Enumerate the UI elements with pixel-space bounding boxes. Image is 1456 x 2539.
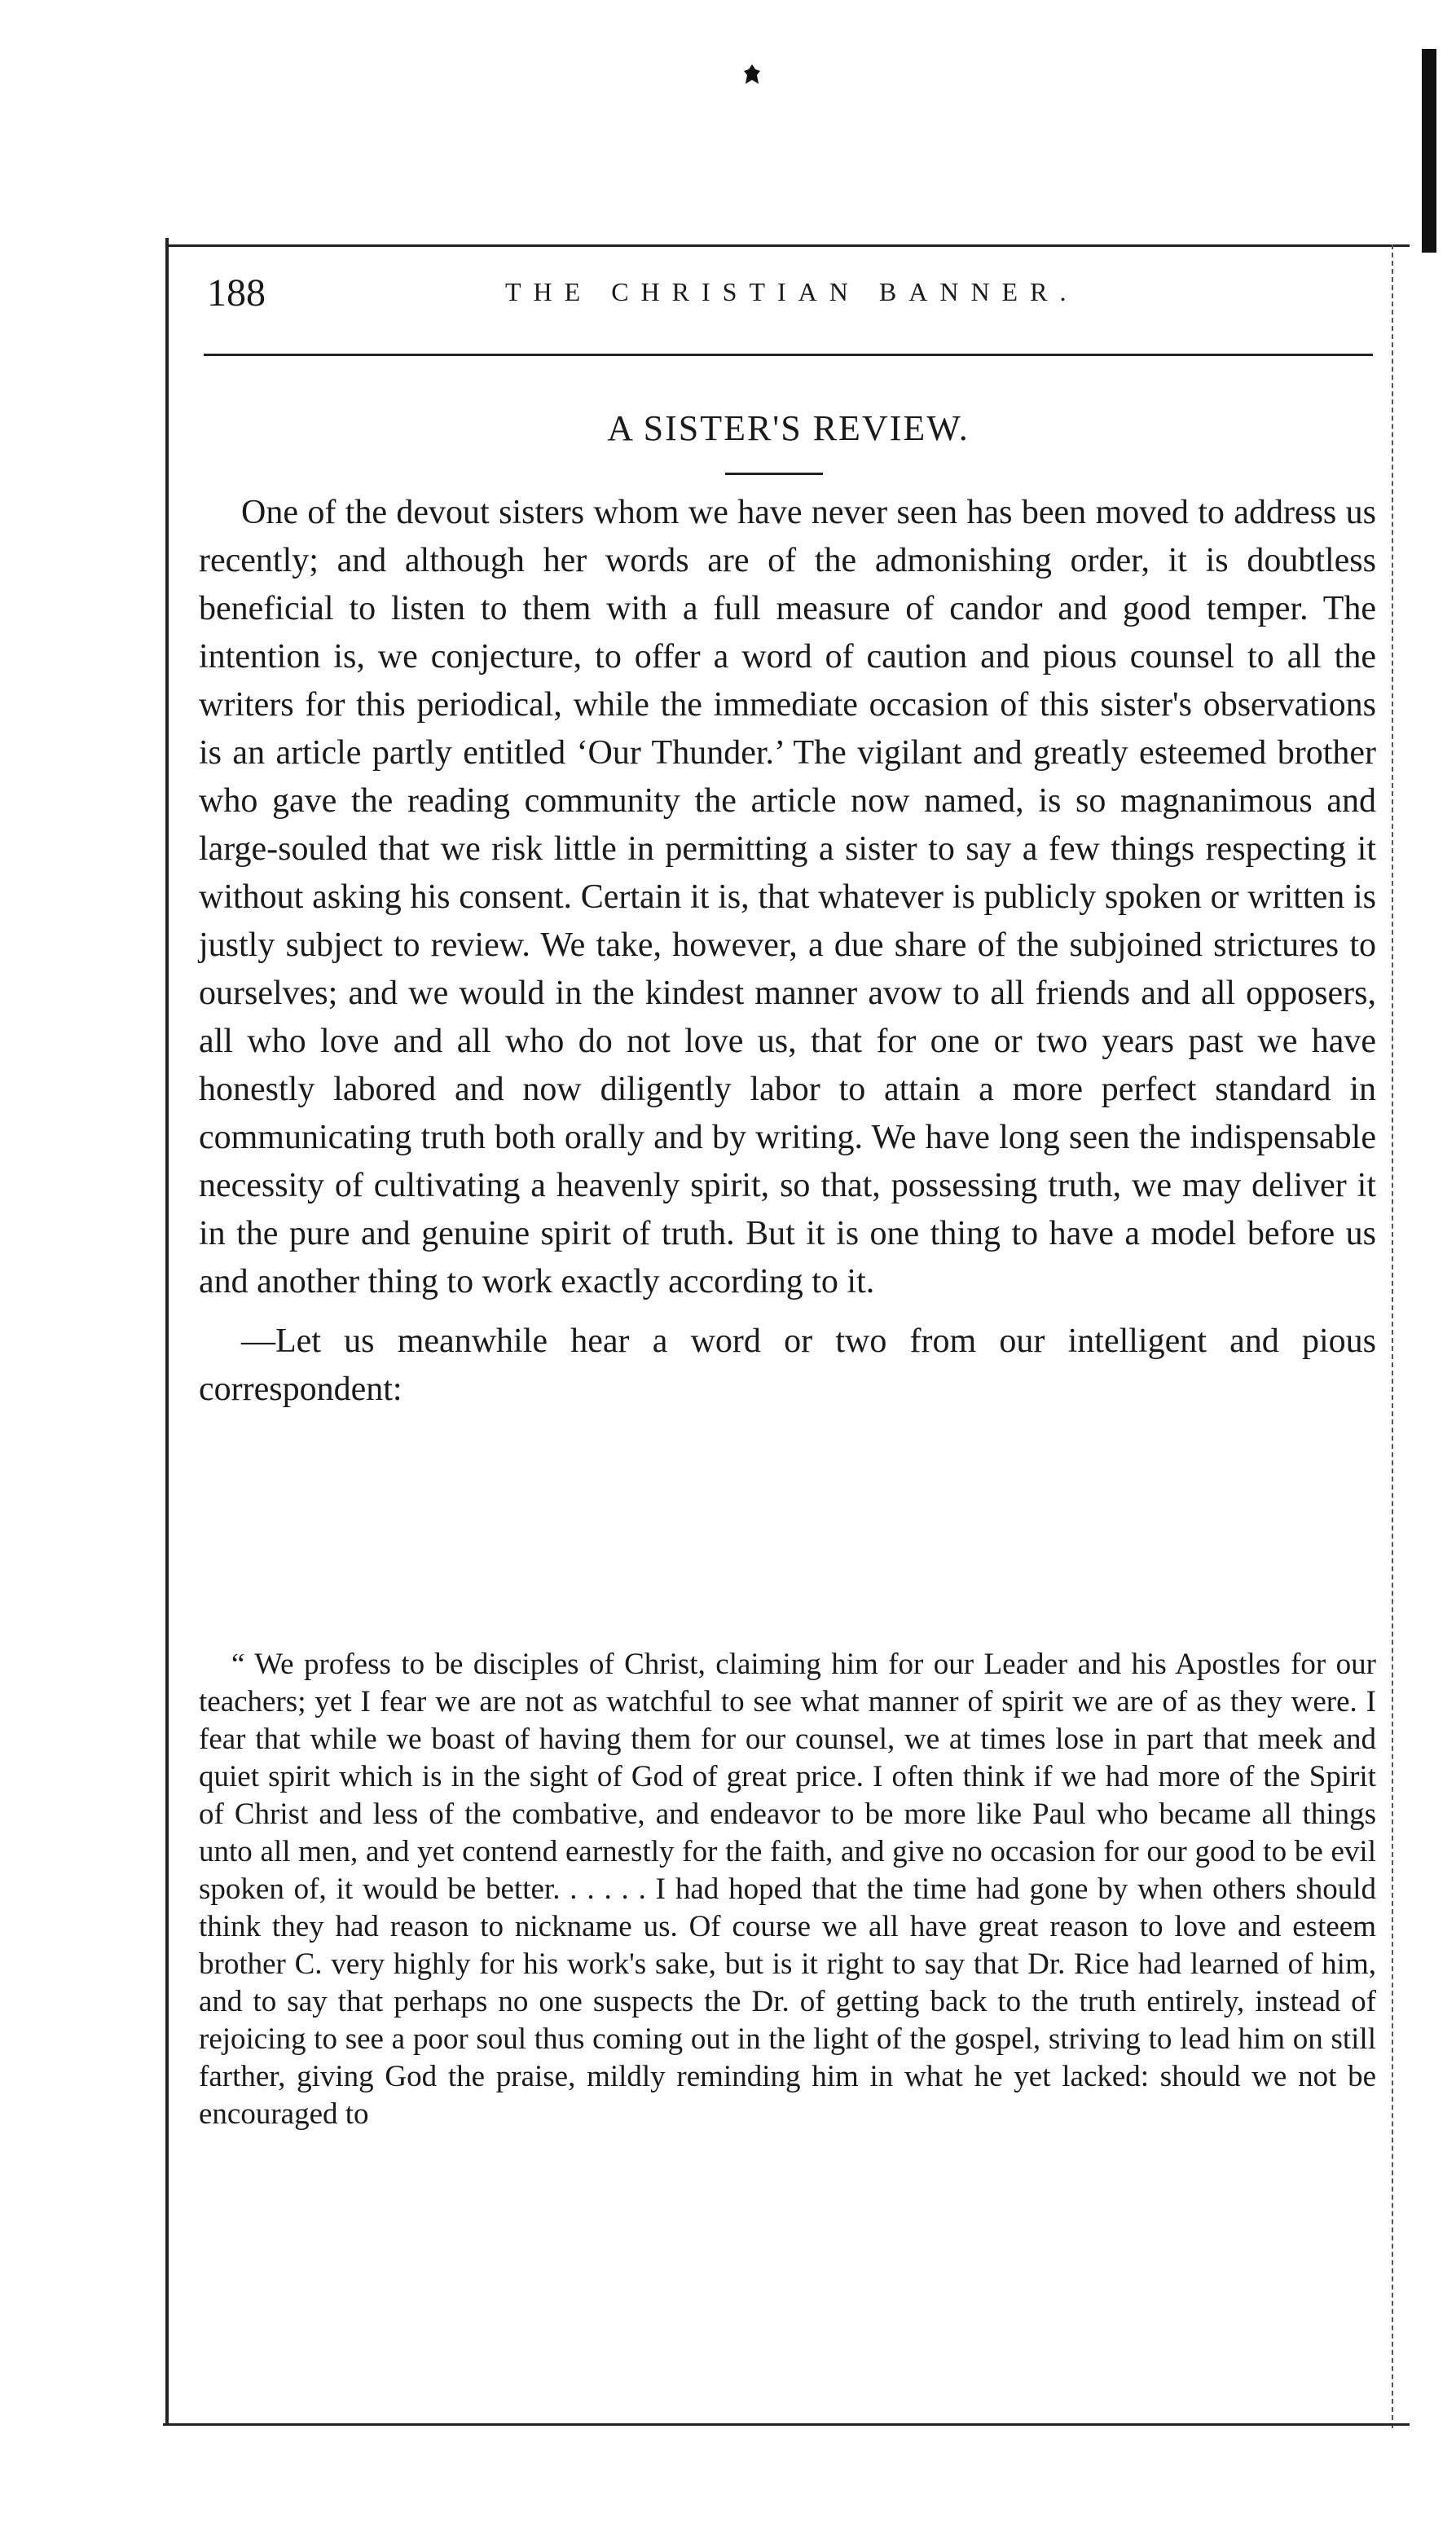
printer-ornament-icon [743, 64, 761, 85]
running-head: THE CHRISTIAN BANNER. [505, 277, 1079, 306]
page-frame-right [1392, 244, 1393, 2428]
title-rule [725, 473, 823, 475]
page-frame-bottom [163, 2423, 1410, 2426]
article-body [199, 489, 1376, 1414]
page-frame-left [165, 238, 169, 2426]
binding-edge-mark [1422, 49, 1436, 253]
correspondent-quote [199, 1646, 1376, 2133]
body-paragraph: —Let us meanwhile hear a word or two from our intelligent and pious correspondent: [199, 1322, 1376, 1408]
quote-paragraph: “ We profess to be disciples of Christ, claiming him for our Leader and his Apostles for our teachers; yet I fear we are not as watchful to see what manner of spirit we are of as they were. I fear that while we boast of having them for our counsel, we at times lose in part that meek and quiet spirit which is in the sight of God of great price. I often think if we had more of the Spirit of Christ and less of the combative, and endeavor to be more like Paul who became all things unto all men, and yet contend earnestly for the faith, and give no occasion for our good to be evil spoken of, it would be better. . . . . . I had hoped that the time had gone by when others should think they had reason to nickname us. Of course we all have great reason to love and esteem brother C. very highly for his work's sake, but is it right to say that Dr. Rice had learned of him, and to say that perhaps no one suspects the Dr. of getting back to the truth entirely, instead of rejoicing to see a poor soul thus coming out in the light of the gospel, striving to lead him on still farther, giving God the praise, mildly reminding him in what he yet lacked: should we not be encouraged to [199, 1648, 1376, 2131]
article-title: A SISTER'S REVIEW. [607, 408, 970, 448]
header-rule [204, 354, 1373, 356]
page-number: 188 [207, 271, 266, 315]
body-paragraph: One of the devout sisters whom we have never seen has been moved to address us recently; and although her words are of the admonishing order, it is doubtless beneficial to listen to them with a full measure of candor and good temper. The intention is, we conjecture, to offer a word of caution and pious counsel to all the writers for this periodical, while the immediate occasion of this sister's observations is an article partly entitled ‘Our Thunder.’ The vigilant and greatly esteemed brother who gave the reading community the article now named, is so magnanimous and large-souled that we risk little in permitting a sister to say a few things respecting it without asking his consent. Certain it is, that whatever is publicly spoken or written is justly subject to review. We take, however, a due share of the subjoined strictures to ourselves; and we would in the kindest manner avow to all friends and all opposers, all who love and all who do not love us, that for one or two years past we have honestly labored and now diligently labor to attain a more perfect standard in communicating truth both orally and by writing. We have long seen the indispensable necessity of cultivating a heavenly spirit, so that, possessing truth, we may deliver it in the pure and genuine spirit of truth. But it is one thing to have a model before us and another thing to work exactly according to it. [199, 494, 1376, 1300]
page-header [187, 271, 1377, 319]
page-frame-top [167, 244, 1410, 247]
